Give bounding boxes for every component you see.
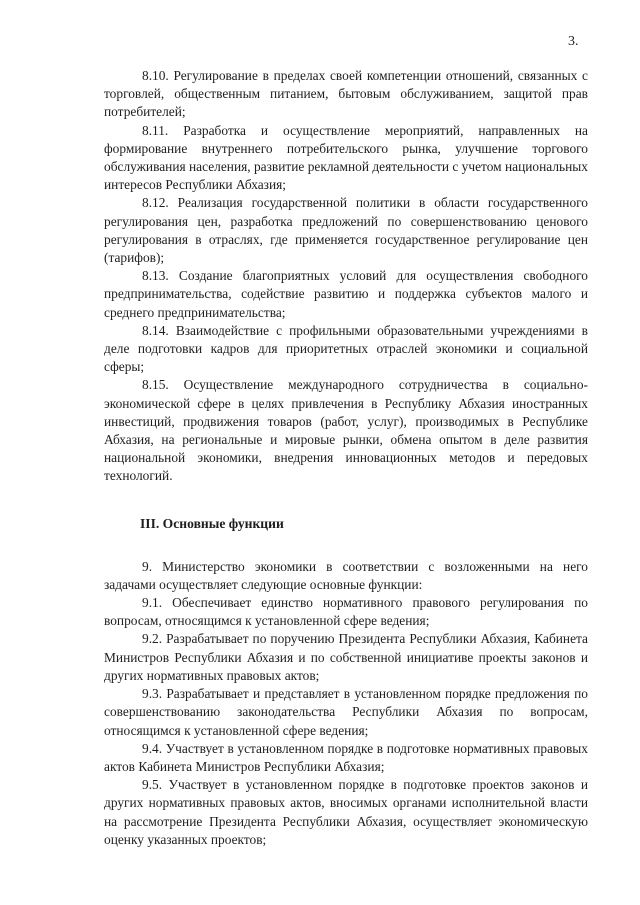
paragraph-9-1: 9.1. Обеспечивает единство нормативного правового регулирования по вопросам, относящимся к установленной сфере ведения; [104, 595, 588, 629]
paragraph-8-12: 8.12. Реализация государственной политики в области государственного регулирования цен, разработка предложений по совершенствованию ценового регулирования в отраслях, где применяется государственное регулирование цен (тарифов); [104, 195, 588, 266]
paragraph-9: 9. Министерство экономики в соответствии с возложенными на него задачами осуществляет следующие основные функции: [104, 558, 588, 592]
paragraph-8-15: 8.15. Осуществление международного сотрудничества в социально-экономической сфере в целях привлечения в Республику Абхазия иностранных инвестиций, продвижения товаров (работ, услуг), производимых в Республике Абхазия, на региональные и мировые рынки, обмена опытом в деле развития национальной экономики, внедрения инновационных методов и передовых технологий. [104, 377, 588, 484]
document-body [104, 67, 588, 849]
paragraph-9-2: 9.2. Разрабатывает по поручению Президента Республики Абхазия, Кабинета Министров Республики Абхазия и по собственной инициативе проекты законов и других нормативных правовых актов; [104, 631, 588, 683]
paragraph-9-3: 9.3. Разрабатывает и представляет в установленном порядке предложения по совершенствованию законодательства Республики Абхазия по вопросам, относящимся к установленной сфере ведения; [104, 686, 588, 738]
paragraph-9-5: 9.5. Участвует в установленном порядке в подготовке проектов законов и других нормативных правовых актов, вносимых органами исполнительной власти на рассмотрение Президента Республики Абхазия, осуществляет экономическую оценку указанных проектов; [104, 777, 588, 847]
paragraph-9-4: 9.4. Участвует в установленном порядке в подготовке нормативных правовых актов Кабинета Министров Республики Абхазия; [104, 740, 588, 774]
paragraph-8-11: 8.11. Разработка и осуществление мероприятий, направленных на формирование внутреннего потребительского рынка, улучшение торгового обслуживания населения, развитие рекламной деятельности с учетом национальных интересов Республики Абхазия; [104, 122, 588, 193]
section-heading: III. Основные функции [140, 515, 284, 531]
paragraph-8-14: 8.14. Взаимодействие с профильными образовательными учреждениями в деле подготовки кадров для приоритетных отраслей экономики и социальной сферы; [104, 322, 588, 375]
paragraph-8-10: 8.10. Регулирование в пределах своей компетенции отношений, связанных с торговлей, общественным питанием, бытовым обслуживанием, защитой прав потребителей; [104, 68, 588, 120]
paragraph-8-13: 8.13. Создание благоприятных условий для осуществления свободного предпринимательства, содействие развитию и поддержка субъектов малого и среднего предпринимательства; [104, 268, 588, 320]
page-number: 3. [568, 34, 579, 49]
